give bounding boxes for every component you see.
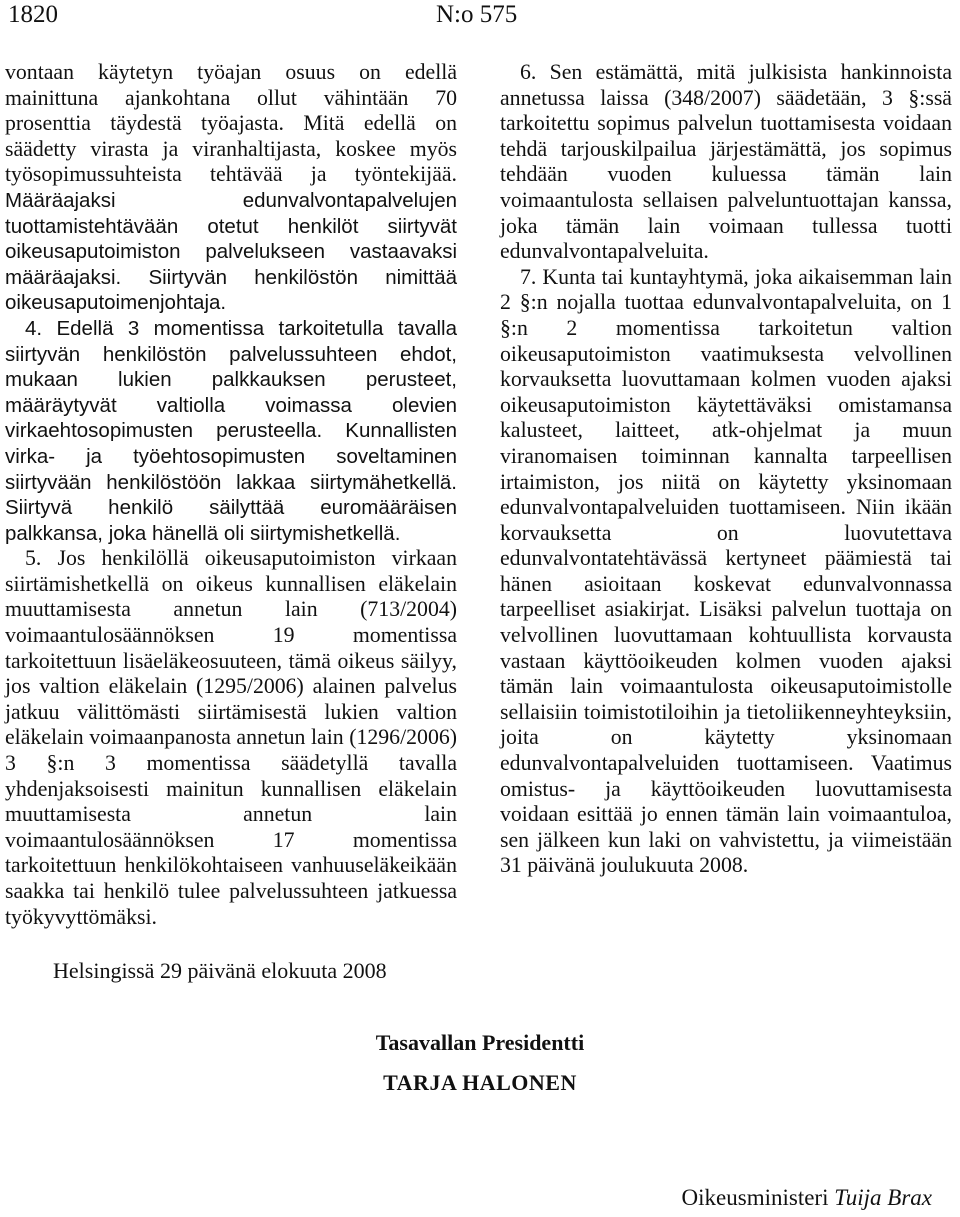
left-column [5,60,457,930]
signatory-name: TARJA HALONEN [383,1070,577,1095]
place-date: Helsingissä 29 päivänä elokuuta 2008 [53,958,387,983]
minister-name: Tuija Brax [834,1185,932,1210]
right-paragraph-7: 7. Kunta tai kuntayhtymä, joka aikaisemman lain 2 §:n nojalla tuottaa edunvalvontapalveluita, on 1 §:n 2 momentissa tarkoitetun valtion oikeusaputoimiston vaatimuksesta velvollinen korvauksetta luovuttamaan kolmen vuoden ajaksi oikeusaputoimiston käytettäväksi omistamansa kalusteet, laitteet, atk-ohjelmat ja muun viranomaisen toiminnan kannalta tarpeellisen irtaimiston, jos niitä on käytetty yksinomaan edunvalvontapalveluiden tuottamiseen. Niin ikään korvauksetta on luovutettava edunvalvontatehtävässä kertyneet päämiestä tai hänen asioitaan koskevat edunvalvonnassa tarpeelliset asiakirjat. Lisäksi palvelun tuottaja on velvollinen luovuttamaan kohtuullista korvausta vastaan käyttöoikeuden kolmen vuoden ajaksi tämän lain voimaantulosta oikeusaputoimistolle sellaisiin toimistotiloihin ja tietoliikenneyhteyksiin, joita on käytetty yksinomaan edunvalvontapalveluiden tuottamiseen. Vaatimus omistus- ja käyttöoikeuden luovuttamisesta voidaan esittää jo ennen tämän lain voimaantuloa, sen jälkeen kun laki on vahvistettu, ja viimeistään 31 päivänä joulukuuta 2008. [500,264,952,878]
minister-signature [682,1185,932,1211]
left-paragraph-5: 5. Jos henkilöllä oikeusaputoimiston virkaan siirtämishetkellä on oikeus kunnallisen eläkelain muuttamisesta annetun lain (713/2004) voimaantulosäännöksen 19 momentissa tarkoitettuun lisäeläkeosuuteen, tämä oikeus säilyy, jos valtion eläkelain (1295/2006) alainen palvelus jatkuu välittömästi siirtämisestä lukien valtion eläkelain voimaanpanosta annetun lain (1296/2006) 3 §:n 3 momentissa säädetyllä tavalla yhdenjaksoisesti mainitun kunnallisen eläkelain muuttamisesta annetun lain voimaantulosäännöksen 17 momentissa tarkoitettuun henkilökohtaiseen vanhuuseläkeikään saakka tai henkilö tulee palvelussuhteen jatkuessa työkyvyttömäksi. [5,546,457,929]
signatory-title: Tasavallan Presidentti [375,1030,585,1055]
left-paragraph-1 [5,60,457,316]
left-paragraph-1-sans: Määräajaksi edunvalvontapalvelujen tuottamistehtävään otetut henkilöt siirtyvät oikeusaputoimiston palvelukseen vastaavaksi määräajaksi. Siirtyvän henkilöstön nimittää oikeusaputoimenjohtaja. [5,188,457,315]
page-number: 1820 [8,1,58,28]
right-paragraph-6: 6. Sen estämättä, mitä julkisista hankinnoista annetussa laissa (348/2007) säädetään, 3 §:ssä tarkoitettu sopimus palvelun tuottamisesta voidaan tehdä tarjouskilpailua järjestämättä, jos sopimus tehdään vuoden kuluessa tämän lain voimaantulosta sellaisen palveluntuottajan kanssa, joka tämän lain voimaan tullessa tuotti edunvalvontapalveluita. [500,60,952,264]
minister-title: Oikeusministeri [681,1185,829,1210]
left-paragraph-4: 4. Edellä 3 momentissa tarkoitetulla tavalla siirtyvän henkilöstön palvelussuhteen ehdot, mukaan lukien palkkauksen perusteet, määräytyvät valtiolla voimassa olevien virkaehtosopimusten perusteella. Kunnallisten virka- ja työehtosopimusten soveltaminen siirtyvään henkilöstöön lakkaa siirtymähetkellä. Siirtyvä henkilö säilyttää euromääräisen palkkansa, joka hänellä oli siirtymishetkellä. [5,316,457,545]
issue-number: N:o 575 [436,1,518,28]
right-column [500,60,952,879]
left-paragraph-1-serif: vontaan käytetyn työajan osuus on edellä mainittuna ajankohtana ollut vähintään 70 prosenttia täydestä työajasta. Mitä edellä on säädetty virasta ja viranhaltijasta, koskee myös työsopimussuhteista tehtävää ja työntekijää. [5,60,457,187]
